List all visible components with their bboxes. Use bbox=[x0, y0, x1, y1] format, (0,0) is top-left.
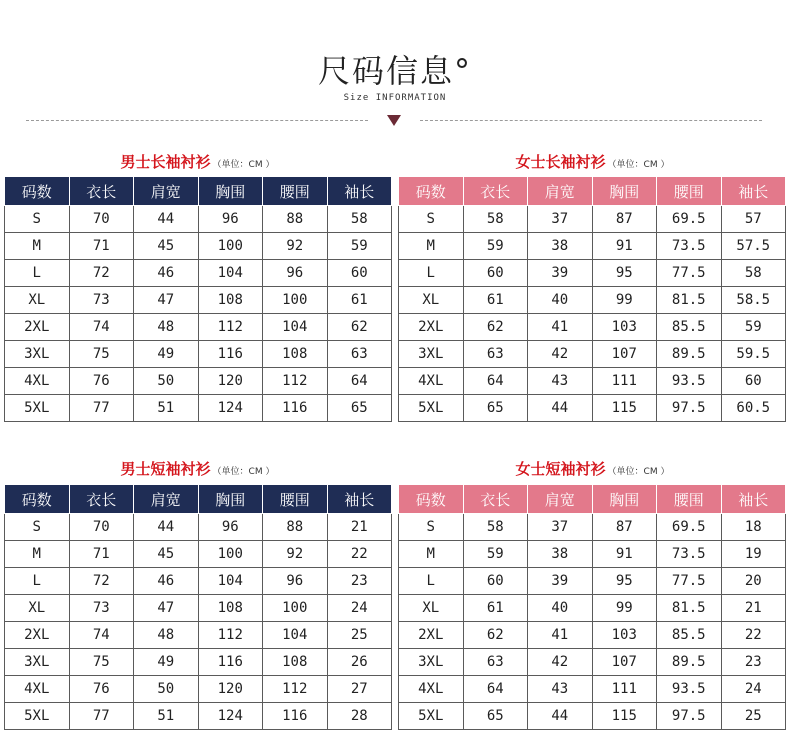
table-cell: L bbox=[5, 260, 70, 287]
table-cell: 88 bbox=[263, 206, 328, 233]
table-cell: 99 bbox=[592, 595, 657, 622]
table-row bbox=[5, 395, 392, 422]
table-cell: 19 bbox=[721, 541, 786, 568]
table-cell: 40 bbox=[528, 595, 593, 622]
column-header: 胸围 bbox=[592, 177, 657, 206]
table-cell: 4XL bbox=[399, 368, 464, 395]
table-cell: 60 bbox=[463, 260, 528, 287]
caption-title: 男士短袖衬衫 bbox=[120, 460, 211, 478]
table-cell: M bbox=[5, 541, 70, 568]
down-triangle-icon bbox=[387, 115, 401, 126]
table-cell: 48 bbox=[134, 622, 199, 649]
table-cell: 25 bbox=[327, 622, 392, 649]
table-cell: 5XL bbox=[5, 395, 70, 422]
table-cell: 89.5 bbox=[657, 341, 722, 368]
table-cell: 99 bbox=[592, 287, 657, 314]
table-cell: 112 bbox=[198, 622, 263, 649]
table-cell: 5XL bbox=[399, 703, 464, 730]
table-row bbox=[5, 703, 392, 730]
table-cell: 42 bbox=[528, 649, 593, 676]
men-long-sleeve-caption bbox=[0, 151, 395, 172]
table-cell: 108 bbox=[198, 287, 263, 314]
table-cell: 72 bbox=[69, 568, 134, 595]
table-row bbox=[5, 341, 392, 368]
table-cell: 3XL bbox=[5, 649, 70, 676]
table-cell: S bbox=[5, 514, 70, 541]
table-cell: 44 bbox=[528, 395, 593, 422]
table-cell: 44 bbox=[134, 514, 199, 541]
table-cell: 25 bbox=[721, 703, 786, 730]
table-cell: 95 bbox=[592, 568, 657, 595]
table-cell: 40 bbox=[528, 287, 593, 314]
table-cell: 50 bbox=[134, 368, 199, 395]
table-cell: 26 bbox=[327, 649, 392, 676]
table-cell: 2XL bbox=[5, 314, 70, 341]
table-cell: 49 bbox=[134, 649, 199, 676]
table-cell: 71 bbox=[69, 541, 134, 568]
table-cell: 87 bbox=[592, 514, 657, 541]
table-cell: 104 bbox=[263, 314, 328, 341]
table-cell: 21 bbox=[327, 514, 392, 541]
table-row bbox=[5, 287, 392, 314]
table-cell: M bbox=[399, 233, 464, 260]
table-cell: 111 bbox=[592, 676, 657, 703]
table-cell: 44 bbox=[528, 703, 593, 730]
table-cell: 58.5 bbox=[721, 287, 786, 314]
table-cell: 73 bbox=[69, 595, 134, 622]
table-row bbox=[5, 541, 392, 568]
table-cell: 58 bbox=[463, 206, 528, 233]
column-header: 衣长 bbox=[463, 177, 528, 206]
table-cell: 59 bbox=[721, 314, 786, 341]
table-cell: 120 bbox=[198, 676, 263, 703]
table-cell: 23 bbox=[721, 649, 786, 676]
table-cell: 75 bbox=[69, 341, 134, 368]
table-cell: 60.5 bbox=[721, 395, 786, 422]
table-cell: 92 bbox=[263, 541, 328, 568]
table-cell: XL bbox=[399, 287, 464, 314]
table-row bbox=[5, 260, 392, 287]
table-cell: 124 bbox=[198, 395, 263, 422]
table-cell: 28 bbox=[327, 703, 392, 730]
table-cell: 96 bbox=[263, 568, 328, 595]
table-cell: 58 bbox=[721, 260, 786, 287]
table-cell: 73.5 bbox=[657, 541, 722, 568]
table-cell: 95 bbox=[592, 260, 657, 287]
column-header: 肩宽 bbox=[134, 177, 199, 206]
table-cell: L bbox=[399, 568, 464, 595]
table-cell: 57 bbox=[721, 206, 786, 233]
column-header: 腰围 bbox=[657, 485, 722, 514]
table-cell: XL bbox=[5, 595, 70, 622]
table-cell: 100 bbox=[263, 287, 328, 314]
table-row bbox=[399, 514, 786, 541]
table-cell: 77 bbox=[69, 703, 134, 730]
table-cell: M bbox=[399, 541, 464, 568]
table-cell: 91 bbox=[592, 541, 657, 568]
table-cell: 59 bbox=[463, 541, 528, 568]
table-cell: 92 bbox=[263, 233, 328, 260]
table-cell: 100 bbox=[263, 595, 328, 622]
table-row bbox=[399, 649, 786, 676]
table-cell: 61 bbox=[463, 595, 528, 622]
table-cell: 24 bbox=[327, 595, 392, 622]
table-cell: 108 bbox=[263, 341, 328, 368]
page-subtitle: Size INFORMATION bbox=[343, 93, 447, 103]
table-cell: 77.5 bbox=[657, 568, 722, 595]
table-cell: 65 bbox=[327, 395, 392, 422]
column-header: 肩宽 bbox=[528, 485, 593, 514]
table-cell: 93.5 bbox=[657, 676, 722, 703]
table-cell: 93.5 bbox=[657, 368, 722, 395]
table-cell: L bbox=[5, 568, 70, 595]
table-row bbox=[399, 676, 786, 703]
table-row bbox=[5, 514, 392, 541]
table-header-row bbox=[399, 177, 786, 206]
column-header: 码数 bbox=[5, 177, 70, 206]
caption-unit: （单位：CM ） bbox=[607, 467, 670, 477]
table-cell: 51 bbox=[134, 703, 199, 730]
table-cell: 18 bbox=[721, 514, 786, 541]
table-row bbox=[5, 568, 392, 595]
table-cell: S bbox=[399, 206, 464, 233]
table-cell: 61 bbox=[463, 287, 528, 314]
table-cell: 111 bbox=[592, 368, 657, 395]
caption-title: 女士长袖衬衫 bbox=[515, 153, 606, 171]
table-cell: 4XL bbox=[399, 676, 464, 703]
table-cell: 64 bbox=[327, 368, 392, 395]
table-cell: 50 bbox=[134, 676, 199, 703]
table-cell: 116 bbox=[263, 395, 328, 422]
column-header: 袖长 bbox=[327, 177, 392, 206]
column-header: 码数 bbox=[5, 485, 70, 514]
table-cell: 97.5 bbox=[657, 395, 722, 422]
table-cell: 112 bbox=[263, 368, 328, 395]
women-long-sleeve-table bbox=[398, 176, 786, 422]
page-title: 尺码信息° bbox=[317, 52, 472, 90]
table-row bbox=[399, 368, 786, 395]
table-cell: 76 bbox=[69, 676, 134, 703]
table-row bbox=[399, 395, 786, 422]
table-cell: 112 bbox=[263, 676, 328, 703]
table-cell: 59 bbox=[327, 233, 392, 260]
table-row bbox=[399, 568, 786, 595]
column-header: 胸围 bbox=[592, 485, 657, 514]
table-cell: 37 bbox=[528, 206, 593, 233]
table-cell: 59.5 bbox=[721, 341, 786, 368]
men-short-sleeve-table bbox=[4, 484, 392, 730]
table-cell: 65 bbox=[463, 703, 528, 730]
table-cell: 85.5 bbox=[657, 314, 722, 341]
table-cell: 74 bbox=[69, 314, 134, 341]
column-header: 衣长 bbox=[69, 485, 134, 514]
table-row bbox=[399, 233, 786, 260]
table-cell: 59 bbox=[463, 233, 528, 260]
table-cell: 43 bbox=[528, 368, 593, 395]
table-cell: 81.5 bbox=[657, 287, 722, 314]
table-cell: 58 bbox=[463, 514, 528, 541]
table-row bbox=[399, 595, 786, 622]
table-header-row bbox=[5, 485, 392, 514]
column-header: 衣长 bbox=[69, 177, 134, 206]
table-row bbox=[5, 233, 392, 260]
table-row bbox=[399, 341, 786, 368]
table-cell: 91 bbox=[592, 233, 657, 260]
table-row bbox=[5, 206, 392, 233]
table-cell: 62 bbox=[327, 314, 392, 341]
table-cell: 3XL bbox=[399, 341, 464, 368]
table-cell: 27 bbox=[327, 676, 392, 703]
table-cell: 65 bbox=[463, 395, 528, 422]
table-cell: 104 bbox=[198, 568, 263, 595]
table-cell: 116 bbox=[198, 341, 263, 368]
table-cell: 64 bbox=[463, 368, 528, 395]
table-cell: 43 bbox=[528, 676, 593, 703]
table-cell: 45 bbox=[134, 541, 199, 568]
table-row bbox=[5, 314, 392, 341]
table-cell: 45 bbox=[134, 233, 199, 260]
table-cell: 51 bbox=[134, 395, 199, 422]
table-cell: 42 bbox=[528, 341, 593, 368]
table-cell: 39 bbox=[528, 260, 593, 287]
table-cell: 60 bbox=[327, 260, 392, 287]
women-long-sleeve-caption bbox=[395, 151, 790, 172]
table-cell: 115 bbox=[592, 395, 657, 422]
table-cell: 58 bbox=[327, 206, 392, 233]
table-cell: 88 bbox=[263, 514, 328, 541]
table-row bbox=[5, 368, 392, 395]
table-cell: 104 bbox=[198, 260, 263, 287]
table-cell: 112 bbox=[198, 314, 263, 341]
table-cell: 20 bbox=[721, 568, 786, 595]
column-header: 袖长 bbox=[327, 485, 392, 514]
table-cell: 75 bbox=[69, 649, 134, 676]
table-cell: 2XL bbox=[399, 622, 464, 649]
table-cell: 107 bbox=[592, 341, 657, 368]
table-row bbox=[399, 314, 786, 341]
table-cell: 124 bbox=[198, 703, 263, 730]
table-cell: 41 bbox=[528, 314, 593, 341]
table-cell: 2XL bbox=[5, 622, 70, 649]
table-cell: 72 bbox=[69, 260, 134, 287]
table-cell: 24 bbox=[721, 676, 786, 703]
table-cell: 60 bbox=[463, 568, 528, 595]
table-cell: 5XL bbox=[399, 395, 464, 422]
table-cell: 85.5 bbox=[657, 622, 722, 649]
table-row bbox=[399, 541, 786, 568]
table-cell: 46 bbox=[134, 260, 199, 287]
table-cell: XL bbox=[5, 287, 70, 314]
table-cell: 47 bbox=[134, 287, 199, 314]
table-cell: 63 bbox=[463, 341, 528, 368]
table-row bbox=[399, 622, 786, 649]
table-cell: XL bbox=[399, 595, 464, 622]
table-cell: 63 bbox=[463, 649, 528, 676]
divider-right bbox=[420, 120, 762, 121]
table-header-row bbox=[399, 485, 786, 514]
table-cell: 44 bbox=[134, 206, 199, 233]
table-cell: 37 bbox=[528, 514, 593, 541]
column-header: 码数 bbox=[399, 485, 464, 514]
table-cell: 76 bbox=[69, 368, 134, 395]
caption-title: 女士短袖衬衫 bbox=[515, 460, 606, 478]
table-cell: 69.5 bbox=[657, 514, 722, 541]
table-cell: S bbox=[5, 206, 70, 233]
table-cell: 49 bbox=[134, 341, 199, 368]
table-cell: 57.5 bbox=[721, 233, 786, 260]
table-cell: 100 bbox=[198, 233, 263, 260]
table-cell: 22 bbox=[327, 541, 392, 568]
table-cell: 81.5 bbox=[657, 595, 722, 622]
table-cell: 47 bbox=[134, 595, 199, 622]
table-cell: S bbox=[399, 514, 464, 541]
table-cell: 70 bbox=[69, 514, 134, 541]
table-cell: 46 bbox=[134, 568, 199, 595]
table-cell: 22 bbox=[721, 622, 786, 649]
table-row bbox=[399, 287, 786, 314]
column-header: 胸围 bbox=[198, 177, 263, 206]
caption-unit: （单位：CM ） bbox=[607, 160, 670, 170]
table-cell: 4XL bbox=[5, 368, 70, 395]
table-cell: 41 bbox=[528, 622, 593, 649]
table-row bbox=[5, 595, 392, 622]
table-cell: 116 bbox=[263, 703, 328, 730]
table-row bbox=[399, 260, 786, 287]
table-cell: 104 bbox=[263, 622, 328, 649]
column-header: 腰围 bbox=[263, 177, 328, 206]
table-cell: 23 bbox=[327, 568, 392, 595]
table-cell: 74 bbox=[69, 622, 134, 649]
table-cell: 64 bbox=[463, 676, 528, 703]
table-cell: 77.5 bbox=[657, 260, 722, 287]
table-cell: 77 bbox=[69, 395, 134, 422]
table-cell: 62 bbox=[463, 622, 528, 649]
women-short-sleeve-table bbox=[398, 484, 786, 730]
table-row bbox=[5, 622, 392, 649]
table-cell: 38 bbox=[528, 233, 593, 260]
table-cell: 4XL bbox=[5, 676, 70, 703]
table-cell: 97.5 bbox=[657, 703, 722, 730]
table-cell: 96 bbox=[263, 260, 328, 287]
column-header: 腰围 bbox=[263, 485, 328, 514]
column-header: 胸围 bbox=[198, 485, 263, 514]
table-cell: 3XL bbox=[5, 341, 70, 368]
table-cell: 69.5 bbox=[657, 206, 722, 233]
column-header: 码数 bbox=[399, 177, 464, 206]
women-short-sleeve-caption bbox=[395, 458, 790, 479]
table-cell: 61 bbox=[327, 287, 392, 314]
table-cell: 60 bbox=[721, 368, 786, 395]
column-header: 肩宽 bbox=[134, 485, 199, 514]
table-cell: 115 bbox=[592, 703, 657, 730]
table-cell: 116 bbox=[198, 649, 263, 676]
table-cell: 100 bbox=[198, 541, 263, 568]
table-cell: 108 bbox=[198, 595, 263, 622]
table-cell: 2XL bbox=[399, 314, 464, 341]
table-cell: 103 bbox=[592, 622, 657, 649]
table-cell: 3XL bbox=[399, 649, 464, 676]
table-row bbox=[399, 703, 786, 730]
table-cell: 63 bbox=[327, 341, 392, 368]
table-row bbox=[399, 206, 786, 233]
table-cell: 96 bbox=[198, 206, 263, 233]
table-cell: 120 bbox=[198, 368, 263, 395]
men-short-sleeve-caption bbox=[0, 458, 395, 479]
caption-title: 男士长袖衬衫 bbox=[120, 153, 211, 171]
table-cell: M bbox=[5, 233, 70, 260]
caption-unit: （单位：CM ） bbox=[212, 160, 275, 170]
table-cell: 38 bbox=[528, 541, 593, 568]
table-cell: 73.5 bbox=[657, 233, 722, 260]
column-header: 袖长 bbox=[721, 485, 786, 514]
table-cell: 62 bbox=[463, 314, 528, 341]
table-cell: 107 bbox=[592, 649, 657, 676]
table-cell: 103 bbox=[592, 314, 657, 341]
table-cell: 96 bbox=[198, 514, 263, 541]
table-cell: 87 bbox=[592, 206, 657, 233]
table-cell: 5XL bbox=[5, 703, 70, 730]
divider-left bbox=[26, 120, 368, 121]
column-header: 腰围 bbox=[657, 177, 722, 206]
table-cell: 71 bbox=[69, 233, 134, 260]
table-cell: 108 bbox=[263, 649, 328, 676]
table-header-row bbox=[5, 177, 392, 206]
column-header: 肩宽 bbox=[528, 177, 593, 206]
table-cell: 73 bbox=[69, 287, 134, 314]
caption-unit: （单位：CM ） bbox=[212, 467, 275, 477]
table-row bbox=[5, 676, 392, 703]
table-cell: 48 bbox=[134, 314, 199, 341]
table-cell: 21 bbox=[721, 595, 786, 622]
table-cell: 39 bbox=[528, 568, 593, 595]
table-cell: L bbox=[399, 260, 464, 287]
table-cell: 70 bbox=[69, 206, 134, 233]
table-row bbox=[5, 649, 392, 676]
men-long-sleeve-table bbox=[4, 176, 392, 422]
column-header: 衣长 bbox=[463, 485, 528, 514]
table-cell: 89.5 bbox=[657, 649, 722, 676]
column-header: 袖长 bbox=[721, 177, 786, 206]
